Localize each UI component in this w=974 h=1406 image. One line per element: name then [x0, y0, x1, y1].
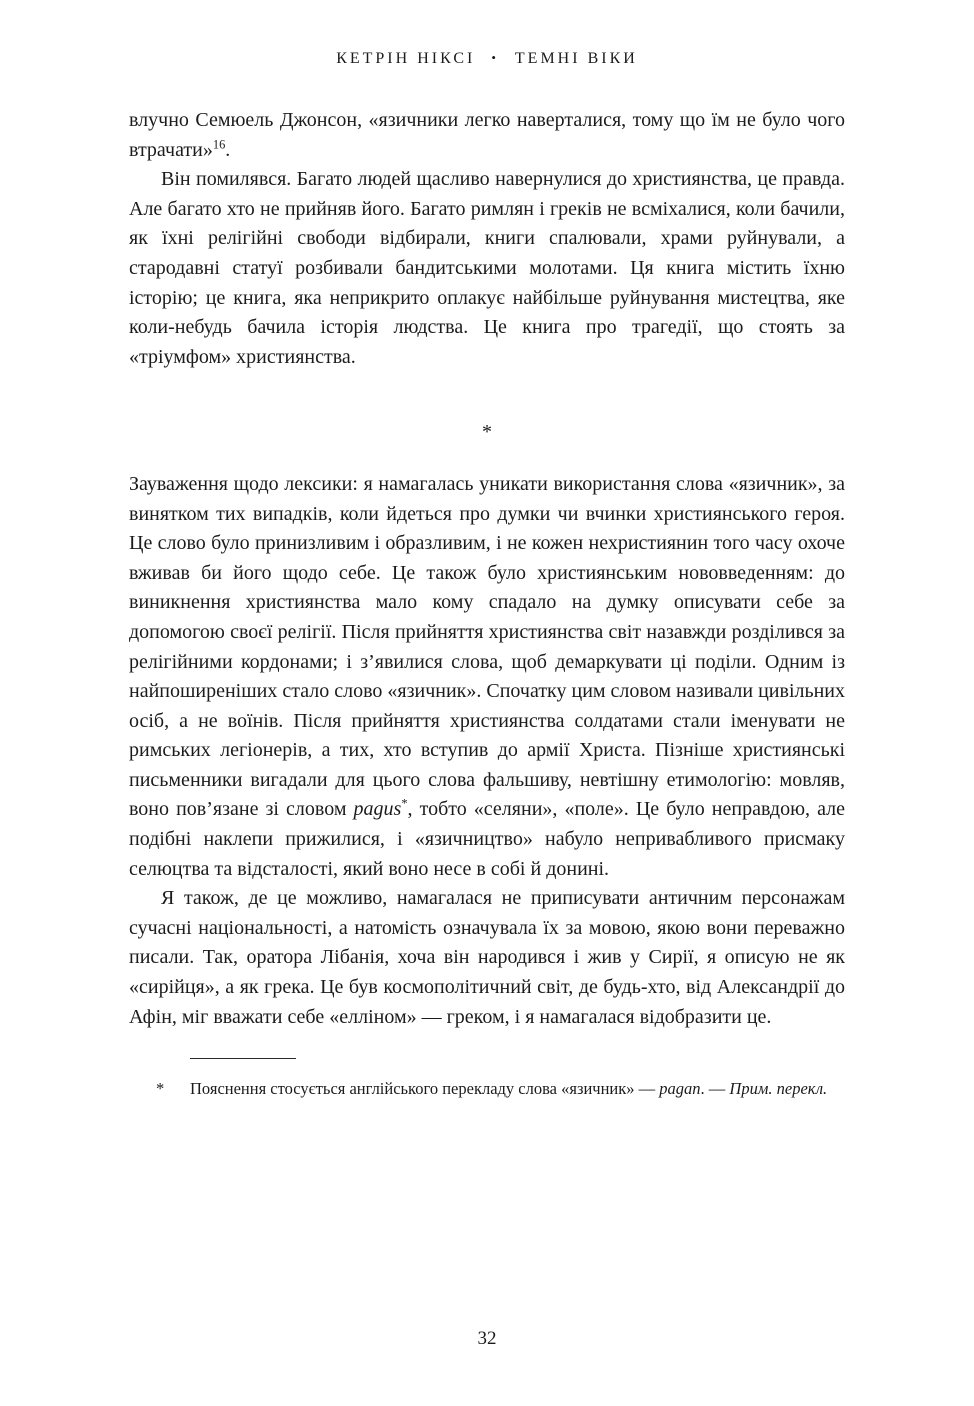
paragraph-text: Зауваження щодо лексики: я намагалась уникати використання слова «язичник», за винятком тих випадків, коли йдеться про думки чи вчинки християнського героя. Це слово було принизливим і образливим, і не кожен нехристиянин того часу охоче вживав би його щодо себе. Це також було християнським нововведенням: до виникнення християнства мало кому спадало на думку описувати себе за допомогою своєї релігії. Після прийняття християнства світ назавжди розділився за релігійними кордонами; і з’явилися слова, щоб демаркувати ці поділи. Одним із найпоширеніших стало слово «язичник». Спочатку цим словом називали цивільних осіб, а не воїнів. Після прийняття християнства солдатами стали іменувати не римських легіонерів, а тих, хто вступив до армії Христа. Пізніше християнські письменники вигадали для цього слова фальшиву, невтішну етимологію: мовляв, воно пов’язане зі словом [129, 472, 846, 821]
footnote [129, 1058, 845, 1102]
paragraph-continuation [129, 106, 845, 165]
footnote-text-part: . — [700, 1079, 730, 1099]
latin-term: pagus [353, 798, 402, 821]
footnote-reference-asterisk: * [401, 796, 408, 811]
header-author: КЕТРІН НІКСІ [336, 50, 476, 67]
page-number: 32 [477, 1328, 497, 1349]
running-header [0, 50, 974, 68]
paragraph: Я також, де це можливо, намагалася не приписувати античним персонажам сучасні національності, а натомість означувала їх за мовою, якою вони переважно писали. Так, оратора Лібанія, хоча він народився і жив у Сирії, я описую не як «сирійця», а як грека. Це був космополітичний світ, де будь-хто, від Александрії до Афін, міг вважати себе «елліном» — греком, і я намагалася відобразити це. [129, 887, 845, 1028]
paragraph [129, 470, 845, 884]
paragraph: Він помилявся. Багато людей щасливо навернулися до християнства, це правда. Але багато хто не прийняв його. Багато римлян і греків не всміхалися, коли бачили, як їхні релігійні свободи відбирали, книги спалювали, храми руйнували, а стародавні статуї розбивали бандитськими молотами. Ця книга містить їхню історію; це книга, яка неприкрито оплакує найбільше руйнування мистецтва, яке коли-небудь бачила історія людства. Це книга про трагедії, що стоять за «тріумфом» християнства. [129, 168, 845, 368]
footnote-marker: * [156, 1079, 165, 1099]
paragraph-text: . [225, 138, 231, 161]
footnote-text-part: Пояснення стосується англійського перекладу слова «язичник» — [190, 1079, 660, 1099]
page-content [129, 106, 845, 1102]
paragraph-text: влучно Семюель Джонсон, «язичники легко наверталися, тому що їм не було чого втрачати» [129, 109, 845, 161]
footnote-separator-rule [190, 1058, 296, 1059]
translator-note-label: Прим. перекл. [729, 1079, 828, 1099]
latin-term: pagan [659, 1079, 701, 1099]
footnote-text [190, 1079, 827, 1098]
paragraph-text: , тобто «селяни», «поле». Це було неправдою, але подібні наклепи прижилися, і «язичництво» набуло непривабливого присмаку селюцтва та відсталості, який воно несе в собі й донині. [129, 798, 845, 880]
header-book-title: ТЕМНІ ВІКИ [514, 50, 638, 67]
section-break-asterisk: * [482, 421, 492, 444]
footnote-reference-number: 16 [212, 136, 226, 151]
header-separator-bullet: • [491, 50, 499, 65]
footnote-body [129, 1075, 845, 1102]
